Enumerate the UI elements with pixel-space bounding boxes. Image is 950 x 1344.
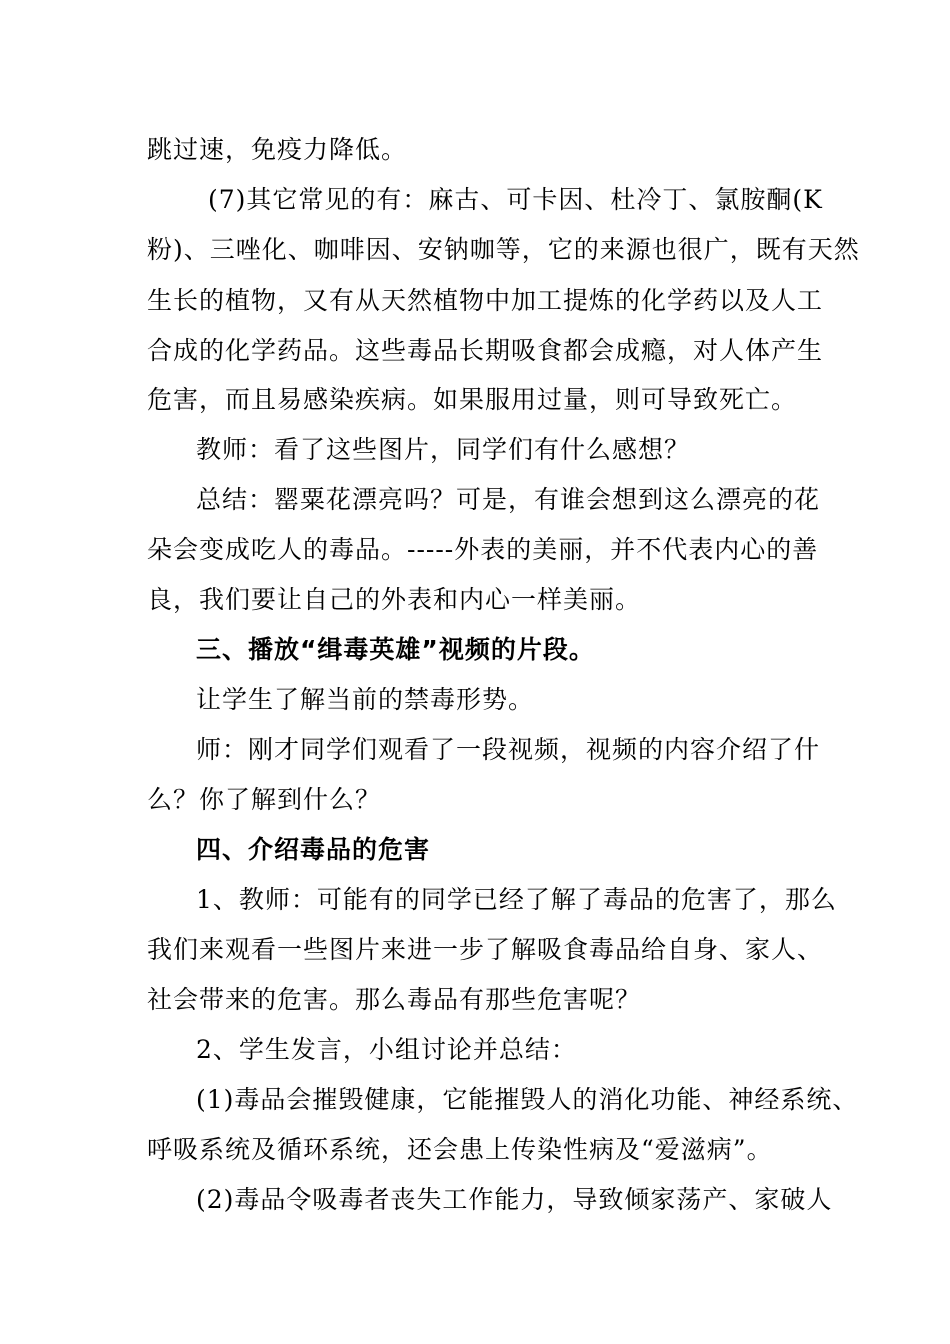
- text-line: 师：刚才同学们观看了一段视频，视频的内容介绍了什: [196, 735, 821, 764]
- text-line: (2)毒品令吸毒者丧失工作能力，导致倾家荡产、家破人: [196, 1185, 833, 1214]
- text-line: 危害，而且易感染疾病。如果服用过量，则可导致死亡。: [147, 385, 798, 414]
- text-line: 么？你了解到什么？: [147, 785, 382, 814]
- text-line: 生长的植物，又有从天然植物中加工提炼的化学药以及人工: [147, 286, 824, 315]
- text-line: 社会带来的危害。那么毒品有那些危害呢？: [147, 985, 642, 1014]
- text-line: 2、学生发言，小组讨论并总结：: [196, 1035, 577, 1064]
- section-heading: 四、介绍毒品的危害: [196, 835, 431, 864]
- section-heading: 三、播放“缉毒英雄”视频的片段。: [196, 635, 595, 664]
- text-line: 朵会变成吃人的毒品。-----外表的美丽，并不代表内心的善: [147, 535, 819, 564]
- text-line: (1)毒品会摧毁健康，它能摧毁人的消化功能、神经系统、: [196, 1085, 859, 1114]
- text-line: 让学生了解当前的禁毒形势。: [196, 685, 535, 714]
- text-line: 教师：看了这些图片，同学们有什么感想？: [196, 435, 691, 464]
- text-line: 跳过速，免疫力降低。: [147, 135, 408, 164]
- text-line: 呼吸系统及循环系统，还会患上传染性病及“爱滋病”。: [147, 1135, 773, 1164]
- text-line: (7)其它常见的有：麻古、可卡因、杜冷丁、氯胺酮(K: [208, 185, 823, 214]
- text-line: 我们来观看一些图片来进一步了解吸食毒品给自身、家人、: [147, 935, 824, 964]
- text-line: 粉)、三唑化、咖啡因、安钠咖等，它的来源也很广，既有天然: [147, 235, 860, 264]
- text-line: 1、教师：可能有的同学已经了解了毒品的危害了，那么: [196, 885, 837, 914]
- text-line: 总结：罂粟花漂亮吗？可是，有谁会想到这么漂亮的花: [196, 485, 821, 514]
- text-line: 良，我们要让自己的外表和内心一样美丽。: [147, 585, 642, 614]
- text-line: 合成的化学药品。这些毒品长期吸食都会成瘾，对人体产生: [147, 336, 824, 365]
